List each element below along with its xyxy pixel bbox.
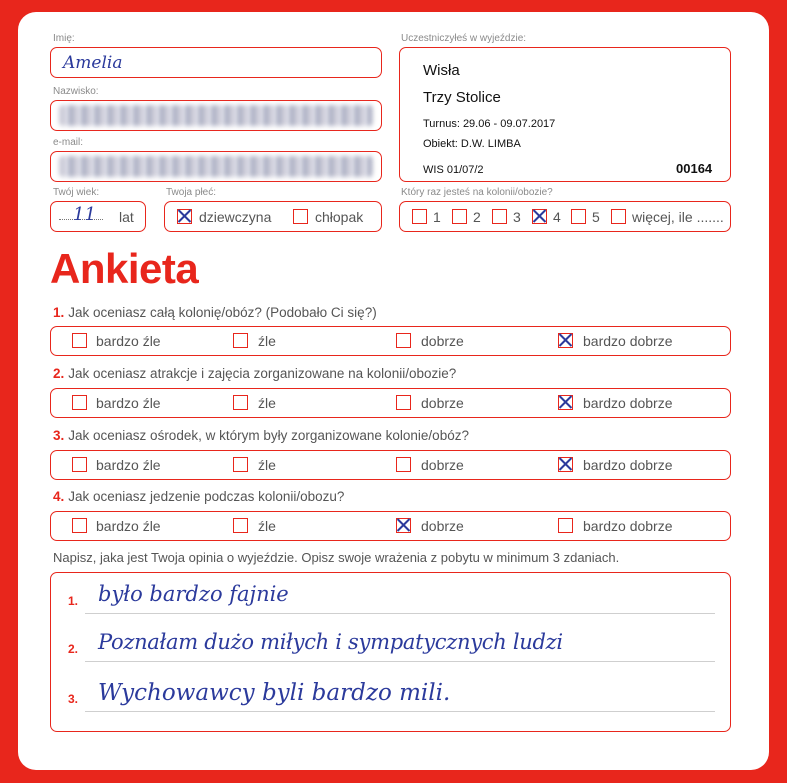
opinion-number-2: 2. — [68, 642, 79, 656]
q3-option-very-good: bardzo dobrze — [583, 457, 673, 473]
times-checkbox-5[interactable] — [571, 209, 586, 224]
q3-checkbox-very-bad[interactable] — [72, 457, 87, 472]
camp-program: Trzy Stolice — [423, 89, 501, 106]
q2-option-bad: źle — [258, 395, 276, 411]
q3-option-bad: źle — [258, 457, 276, 473]
q2-option-very-good: bardzo dobrze — [583, 395, 673, 411]
name-label: Imię: — [53, 33, 75, 44]
q2-checkbox-good[interactable] — [396, 395, 411, 410]
times-option-4: 4 — [553, 209, 561, 225]
question-3 — [53, 428, 469, 443]
times-option-more: więcej, ile ....... — [632, 209, 724, 225]
q3-checkbox-very-good[interactable] — [558, 457, 573, 472]
times-option-2: 2 — [473, 209, 481, 225]
q2-checkbox-bad[interactable] — [233, 395, 248, 410]
opinion-answer-1: było bardzo fajnie — [98, 582, 289, 606]
opinion-line-1 — [85, 613, 715, 614]
q4-option-very-good: bardzo dobrze — [583, 518, 673, 534]
camp-box — [399, 47, 731, 182]
q2-option-good: dobrze — [421, 395, 464, 411]
name-field[interactable] — [50, 47, 382, 78]
times-checkbox-more[interactable] — [611, 209, 626, 224]
camp-object: Obiekt: D.W. LIMBA — [423, 138, 521, 150]
opinion-number-3: 3. — [68, 692, 79, 706]
times-option-5: 5 — [592, 209, 600, 225]
q3-option-good: dobrze — [421, 457, 464, 473]
surname-label: Nazwisko: — [53, 86, 99, 97]
times-option-1: 1 — [433, 209, 441, 225]
q3-checkbox-bad[interactable] — [233, 457, 248, 472]
q1-option-very-good: bardzo dobrze — [583, 333, 673, 349]
name-value: Amelia — [63, 53, 123, 73]
question-2-options — [50, 388, 731, 418]
q4-option-good: dobrze — [421, 518, 464, 534]
times-checkbox-4[interactable] — [532, 209, 547, 224]
q4-option-bad: źle — [258, 518, 276, 534]
q1-checkbox-bad[interactable] — [233, 333, 248, 348]
times-label: Który raz jesteś na kolonii/obozie? — [401, 187, 553, 198]
q1-option-good: dobrze — [421, 333, 464, 349]
opinion-line-3 — [85, 711, 715, 712]
question-1-options — [50, 326, 731, 356]
age-unit: lat — [119, 209, 134, 225]
times-field — [399, 201, 731, 232]
opinion-answer-2: Poznałam dużo miłych i sympatycznych ludzi — [98, 630, 563, 654]
times-checkbox-2[interactable] — [452, 209, 467, 224]
question-3-options — [50, 450, 731, 480]
question-1-text: Jak oceniasz całą kolonię/obóz? (Podobało Ci się?) — [68, 305, 377, 320]
redacted-surname — [59, 105, 373, 126]
q4-checkbox-good[interactable] — [396, 518, 411, 533]
gender-field — [164, 201, 382, 232]
age-label: Twój wiek: — [53, 187, 100, 198]
q2-checkbox-very-good[interactable] — [558, 395, 573, 410]
q3-option-very-bad: bardzo źle — [96, 457, 161, 473]
age-value: 11 — [73, 204, 96, 225]
survey-title: Ankieta — [50, 245, 199, 292]
question-4-text: Jak oceniasz jedzenie podczas kolonii/obozu? — [68, 489, 345, 504]
question-4 — [53, 489, 344, 504]
question-3-number: 3. — [53, 428, 65, 443]
times-checkbox-1[interactable] — [412, 209, 427, 224]
opinion-answer-3: Wychowawcy byli bardzo mili. — [98, 680, 451, 706]
camp-place: Wisła — [423, 62, 460, 79]
q4-checkbox-bad[interactable] — [233, 518, 248, 533]
question-2-text: Jak oceniasz atrakcje i zajęcia zorganizowane na kolonii/obozie? — [68, 366, 457, 381]
opinion-number-1: 1. — [68, 594, 79, 608]
q2-checkbox-very-bad[interactable] — [72, 395, 87, 410]
camp-code: WIS 01/07/2 — [423, 164, 484, 176]
q4-checkbox-very-good[interactable] — [558, 518, 573, 533]
q1-checkbox-very-bad[interactable] — [72, 333, 87, 348]
email-field[interactable] — [50, 151, 382, 182]
q3-checkbox-good[interactable] — [396, 457, 411, 472]
q1-option-very-bad: bardzo źle — [96, 333, 161, 349]
gender-checkbox-boy[interactable] — [293, 209, 308, 224]
q4-checkbox-very-bad[interactable] — [72, 518, 87, 533]
question-1-number: 1. — [53, 305, 65, 320]
surname-field[interactable] — [50, 100, 382, 131]
q4-option-very-bad: bardzo źle — [96, 518, 161, 534]
camp-label: Uczestniczyłeś w wyjeździe: — [401, 33, 527, 44]
redacted-email — [59, 156, 373, 177]
question-3-text: Jak oceniasz ośrodek, w którym były zorganizowane kolonie/obóz? — [68, 428, 469, 443]
opinion-line-2 — [85, 661, 715, 662]
gender-option-girl: dziewczyna — [199, 209, 272, 225]
q1-option-bad: źle — [258, 333, 276, 349]
question-4-number: 4. — [53, 489, 65, 504]
question-2 — [53, 366, 456, 381]
q1-checkbox-good[interactable] — [396, 333, 411, 348]
gender-option-boy: chłopak — [315, 209, 364, 225]
opinion-prompt: Napisz, jaka jest Twoja opinia o wyjeździe. Opisz swoje wrażenia z pobytu w minimum 3 zdaniach. — [53, 550, 620, 565]
times-option-3: 3 — [513, 209, 521, 225]
age-field[interactable] — [50, 201, 146, 232]
question-1 — [53, 305, 377, 320]
gender-checkbox-girl[interactable] — [177, 209, 192, 224]
email-label: e-mail: — [53, 137, 84, 148]
question-4-options — [50, 511, 731, 541]
q1-checkbox-very-good[interactable] — [558, 333, 573, 348]
q2-option-very-bad: bardzo źle — [96, 395, 161, 411]
times-checkbox-3[interactable] — [492, 209, 507, 224]
question-2-number: 2. — [53, 366, 65, 381]
camp-turnus: Turnus: 29.06 - 09.07.2017 — [423, 118, 556, 130]
gender-label: Twoja płeć: — [166, 187, 217, 198]
camp-number: 00164 — [676, 161, 713, 176]
